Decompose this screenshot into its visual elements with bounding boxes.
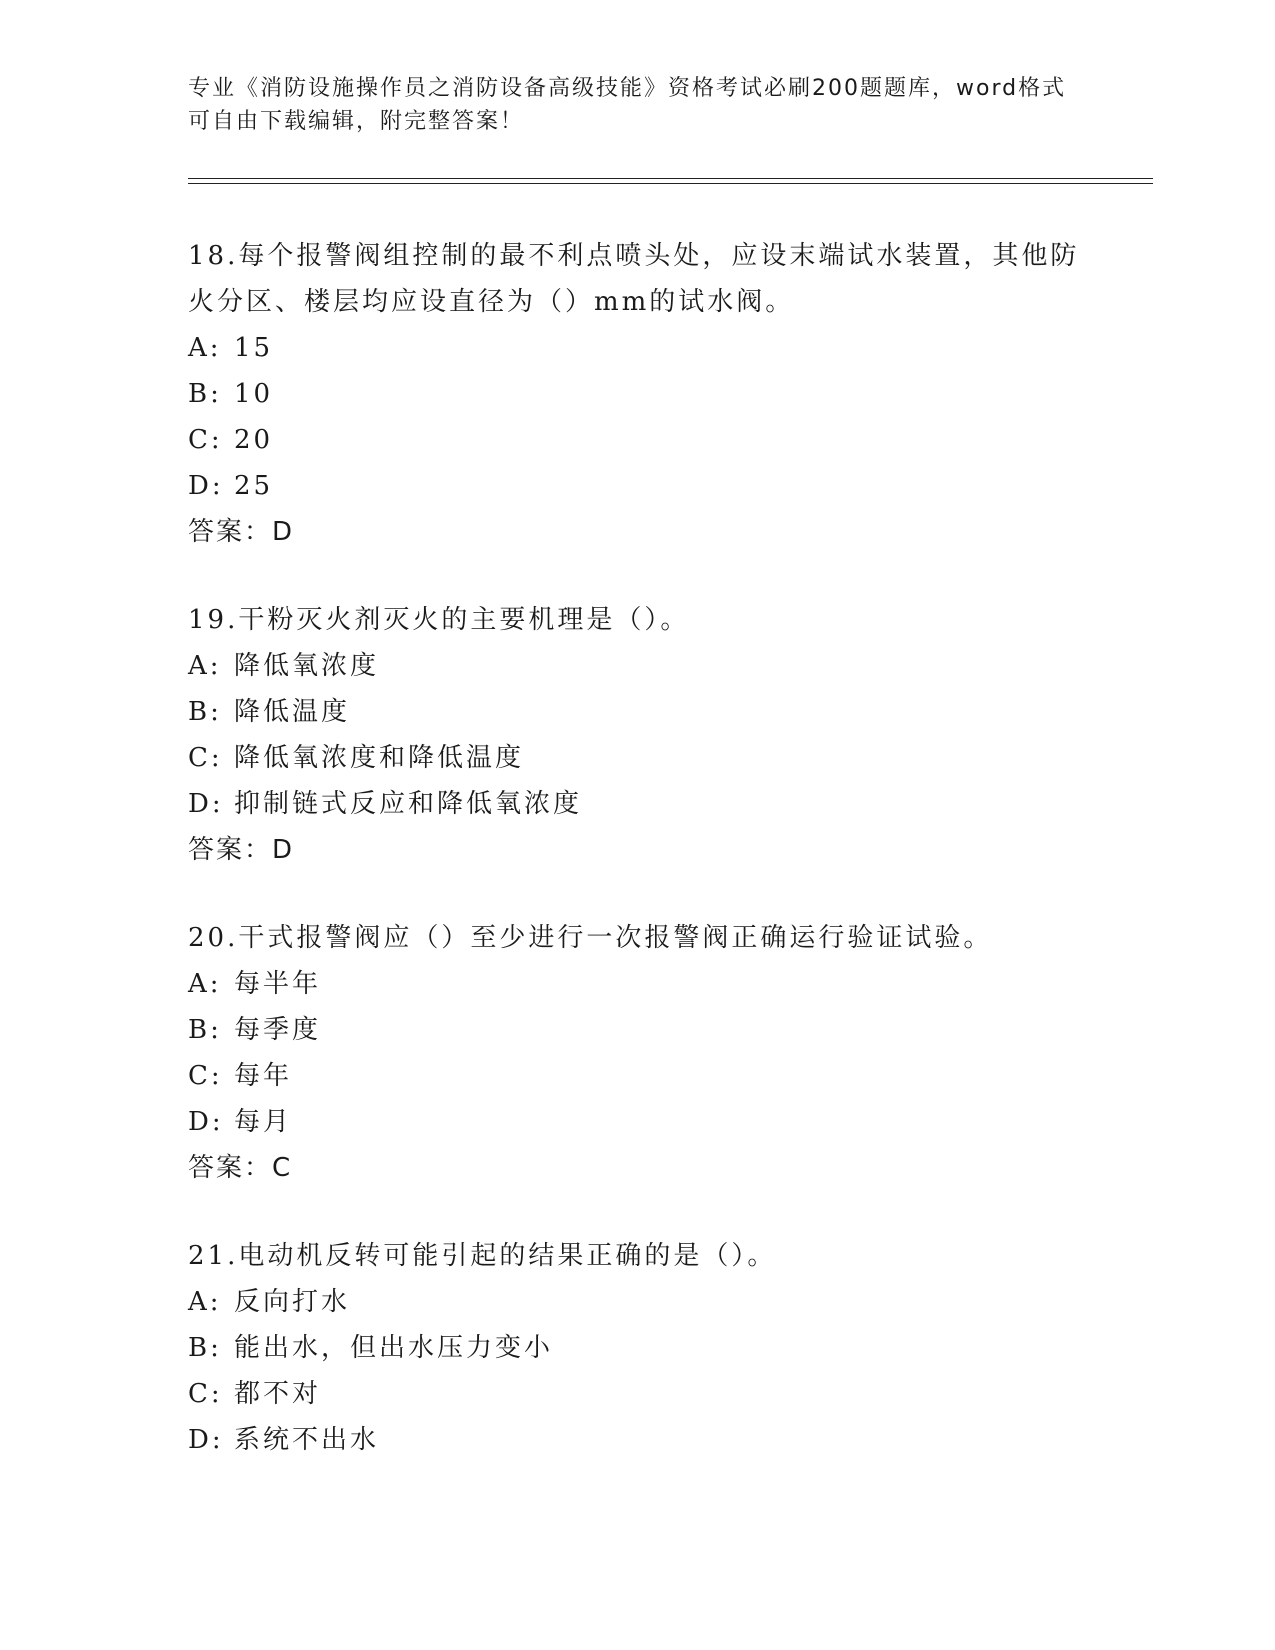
question-stem: 19.干粉灭火剂灭火的主要机理是（）。 bbox=[188, 605, 690, 635]
option-text: 降低温度 bbox=[234, 697, 351, 727]
option-c bbox=[188, 1053, 1088, 1099]
option-key: D: bbox=[188, 1425, 224, 1455]
option-text: 10 bbox=[234, 379, 274, 409]
question-21 bbox=[188, 1233, 1088, 1463]
option-text: 反向打水 bbox=[234, 1287, 351, 1317]
answer-line: 答案：D bbox=[188, 835, 295, 865]
option-key: D: bbox=[188, 471, 224, 501]
option-text: 系统不出水 bbox=[234, 1425, 380, 1455]
option-a bbox=[188, 961, 1088, 1007]
option-key: A: bbox=[188, 1287, 222, 1317]
question-20 bbox=[188, 915, 1088, 1191]
option-a bbox=[188, 325, 1088, 371]
answer-line: 答案：D bbox=[188, 517, 295, 547]
option-key: B: bbox=[188, 1015, 222, 1045]
option-key: B: bbox=[188, 1333, 222, 1363]
option-key: A: bbox=[188, 969, 222, 999]
option-key: C: bbox=[188, 1379, 223, 1409]
option-b bbox=[188, 1007, 1088, 1053]
option-a bbox=[188, 1279, 1088, 1325]
question-18 bbox=[188, 233, 1088, 555]
option-d bbox=[188, 1417, 1088, 1463]
option-key: C: bbox=[188, 425, 223, 455]
option-a bbox=[188, 643, 1088, 689]
option-b bbox=[188, 689, 1088, 735]
option-text: 20 bbox=[234, 425, 274, 455]
option-key: B: bbox=[188, 379, 222, 409]
option-text: 每半年 bbox=[234, 969, 322, 999]
option-text: 抑制链式反应和降低氧浓度 bbox=[234, 789, 583, 819]
question-stem: 18.每个报警阀组控制的最不利点喷头处，应设末端试水装置，其他防火分区、楼层均应设直径为（）mm的试水阀。 bbox=[188, 241, 1080, 317]
option-key: D: bbox=[188, 789, 224, 819]
option-key: A: bbox=[188, 651, 222, 681]
option-c bbox=[188, 417, 1088, 463]
option-key: C: bbox=[188, 743, 223, 773]
option-d bbox=[188, 781, 1088, 827]
option-c bbox=[188, 1371, 1088, 1417]
option-text: 每年 bbox=[234, 1061, 293, 1091]
option-text: 都不对 bbox=[234, 1379, 322, 1409]
option-key: C: bbox=[188, 1061, 223, 1091]
option-b bbox=[188, 371, 1088, 417]
option-key: A: bbox=[188, 333, 222, 363]
option-text: 能出水，但出水压力变小 bbox=[234, 1333, 554, 1363]
header-divider-top bbox=[188, 178, 1153, 179]
option-b bbox=[188, 1325, 1088, 1371]
option-text: 降低氧浓度和降低温度 bbox=[234, 743, 525, 773]
option-key: B: bbox=[188, 697, 222, 727]
option-text: 每月 bbox=[234, 1107, 293, 1137]
option-c bbox=[188, 735, 1088, 781]
answer-line: 答案：C bbox=[188, 1153, 293, 1183]
option-text: 15 bbox=[234, 333, 274, 363]
header-divider-bottom bbox=[188, 183, 1153, 184]
option-d bbox=[188, 1099, 1088, 1145]
option-text: 25 bbox=[234, 471, 274, 501]
document-intro: 专业《消防设施操作员之消防设备高级技能》资格考试必刷200题题库，word格式可自由下载编辑，附完整答案！ bbox=[188, 76, 1067, 134]
question-stem: 21.电动机反转可能引起的结果正确的是（）。 bbox=[188, 1241, 777, 1271]
option-d bbox=[188, 463, 1088, 509]
option-key: D: bbox=[188, 1107, 224, 1137]
question-19 bbox=[188, 597, 1088, 873]
option-text: 每季度 bbox=[234, 1015, 322, 1045]
option-text: 降低氧浓度 bbox=[234, 651, 380, 681]
question-stem: 20.干式报警阀应（）至少进行一次报警阀正确运行验证试验。 bbox=[188, 923, 993, 953]
